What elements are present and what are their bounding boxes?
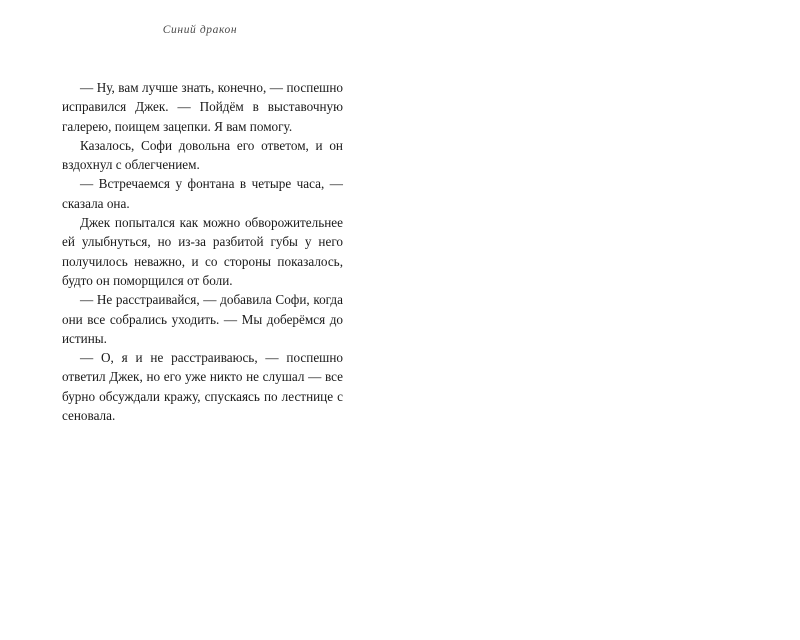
paragraph: — Встречаемся у фонтана в четыре часа, — сказала она.: [62, 176, 343, 211]
running-head: Синий дракон: [162, 24, 238, 36]
paragraph: — О, я и не расстраиваюсь, — поспешно ответил Джек, но его уже никто не слушал — все бурно обсуждали кражу, спускаясь по лестнице с сеновала.: [62, 350, 343, 424]
recto-page: [400, 0, 800, 640]
verso-text-block: [62, 78, 343, 425]
paragraph: — Не расстраивайся, — добавила Софи, когда они все собрались уходить. — Мы доберёмся до истины.: [62, 292, 343, 346]
paragraph: Джек попытался как можно обворожительнее ей улыбнуться, но из-за разбитой губы у него получилось неважно, и со стороны показалось, будто он поморщился от боли.: [62, 215, 343, 288]
paragraph: Казалось, Софи довольна его ответом, и он вздохнул с облегчением.: [62, 137, 343, 173]
paragraph: — Ну, вам лучше знать, конечно, — поспешно исправился Джек. — Пойдём в выставочную галерею, поищем зацепки. Я вам помогу.: [62, 80, 343, 134]
